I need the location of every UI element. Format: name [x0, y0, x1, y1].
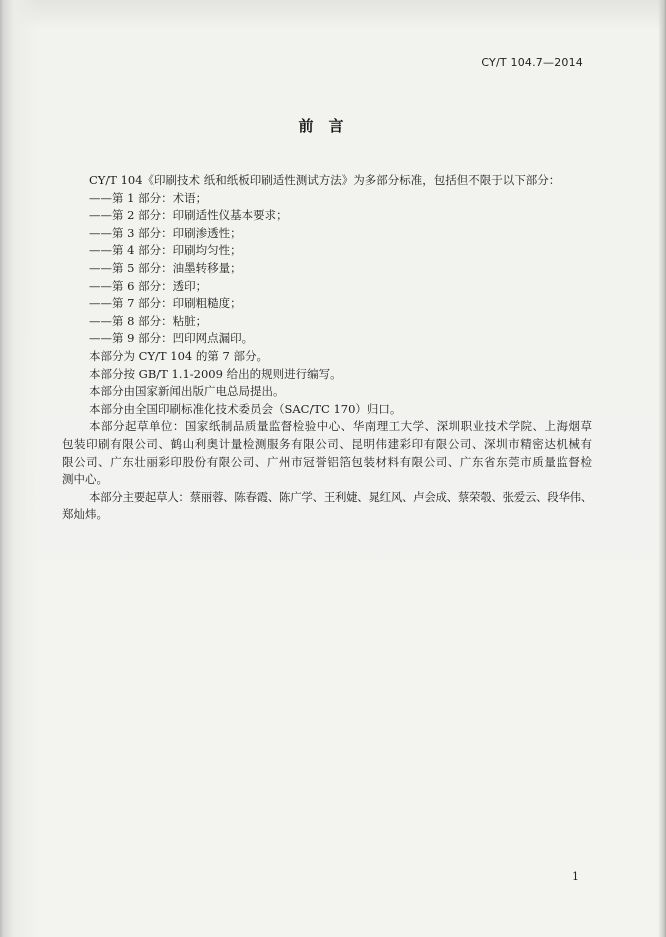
list-item: ——第 1 部分：术语； [89, 190, 208, 205]
intro-paragraph: CY/T 104《印刷技术 纸和纸板印刷适性测试方法》为多部分标准，包括但不限于以下部分： [89, 173, 561, 187]
paragraph-line: 本部分主要起草人：蔡丽蓉、陈春霞、陈广学、王利婕、晁红风、卢会成、蔡荣彀、张爱云、段华伟、 [89, 489, 592, 504]
statement-committee: 本部分由全国印刷标准化技术委员会（SAC/TC 170）归口。 [89, 401, 402, 416]
list-item: ——第 6 部分：透印； [89, 278, 208, 293]
statement-drafting-rules: 本部分按 GB/T 1.1-2009 给出的规则进行编写。 [89, 366, 342, 381]
paragraph-line: 本部分起草单位：国家纸制品质量监督检验中心、华南理工大学、深圳职业技术学院、上海烟草 [89, 419, 592, 434]
paragraph-line: 郑灿炜。 [62, 507, 108, 522]
parts-list [62, 190, 602, 348]
scan-edge-shadow [658, 0, 666, 937]
drafters-paragraph [62, 489, 602, 524]
page-title: 前 言 [298, 117, 344, 135]
list-item: ——第 8 部分：粘脏； [89, 313, 208, 328]
list-item: ——第 4 部分：印刷均匀性； [89, 243, 242, 258]
list-item: ——第 3 部分：印刷渗透性； [89, 225, 242, 240]
list-item: ——第 7 部分：印刷粗糙度； [89, 296, 242, 311]
statement-proposer: 本部分由国家新闻出版广电总局提出。 [89, 384, 285, 399]
paragraph-line: 限公司、广东壮丽彩印股份有限公司、广州市冠誉铝箔包装材料有限公司、广东省东莞市质量监督检 [62, 454, 592, 469]
statement-part-number: 本部分为 CY/T 104 的第 7 部分。 [89, 348, 268, 363]
paragraph-line: 测中心。 [62, 472, 108, 487]
list-item: ——第 2 部分：印刷适性仪基本要求； [89, 208, 288, 223]
list-item: ——第 9 部分：凹印网点漏印。 [89, 331, 254, 346]
list-item: ——第 5 部分：油墨转移量； [89, 260, 242, 275]
paragraph-line: 包装印刷有限公司、鹤山利奥计量检测服务有限公司、昆明伟建彩印有限公司、深圳市精密达机械有 [62, 436, 592, 451]
standard-code-header: CY/T 104.7—2014 [481, 56, 583, 69]
drafting-units-paragraph [62, 418, 602, 488]
page-number: 1 [572, 870, 579, 883]
foreword-body [62, 172, 602, 524]
